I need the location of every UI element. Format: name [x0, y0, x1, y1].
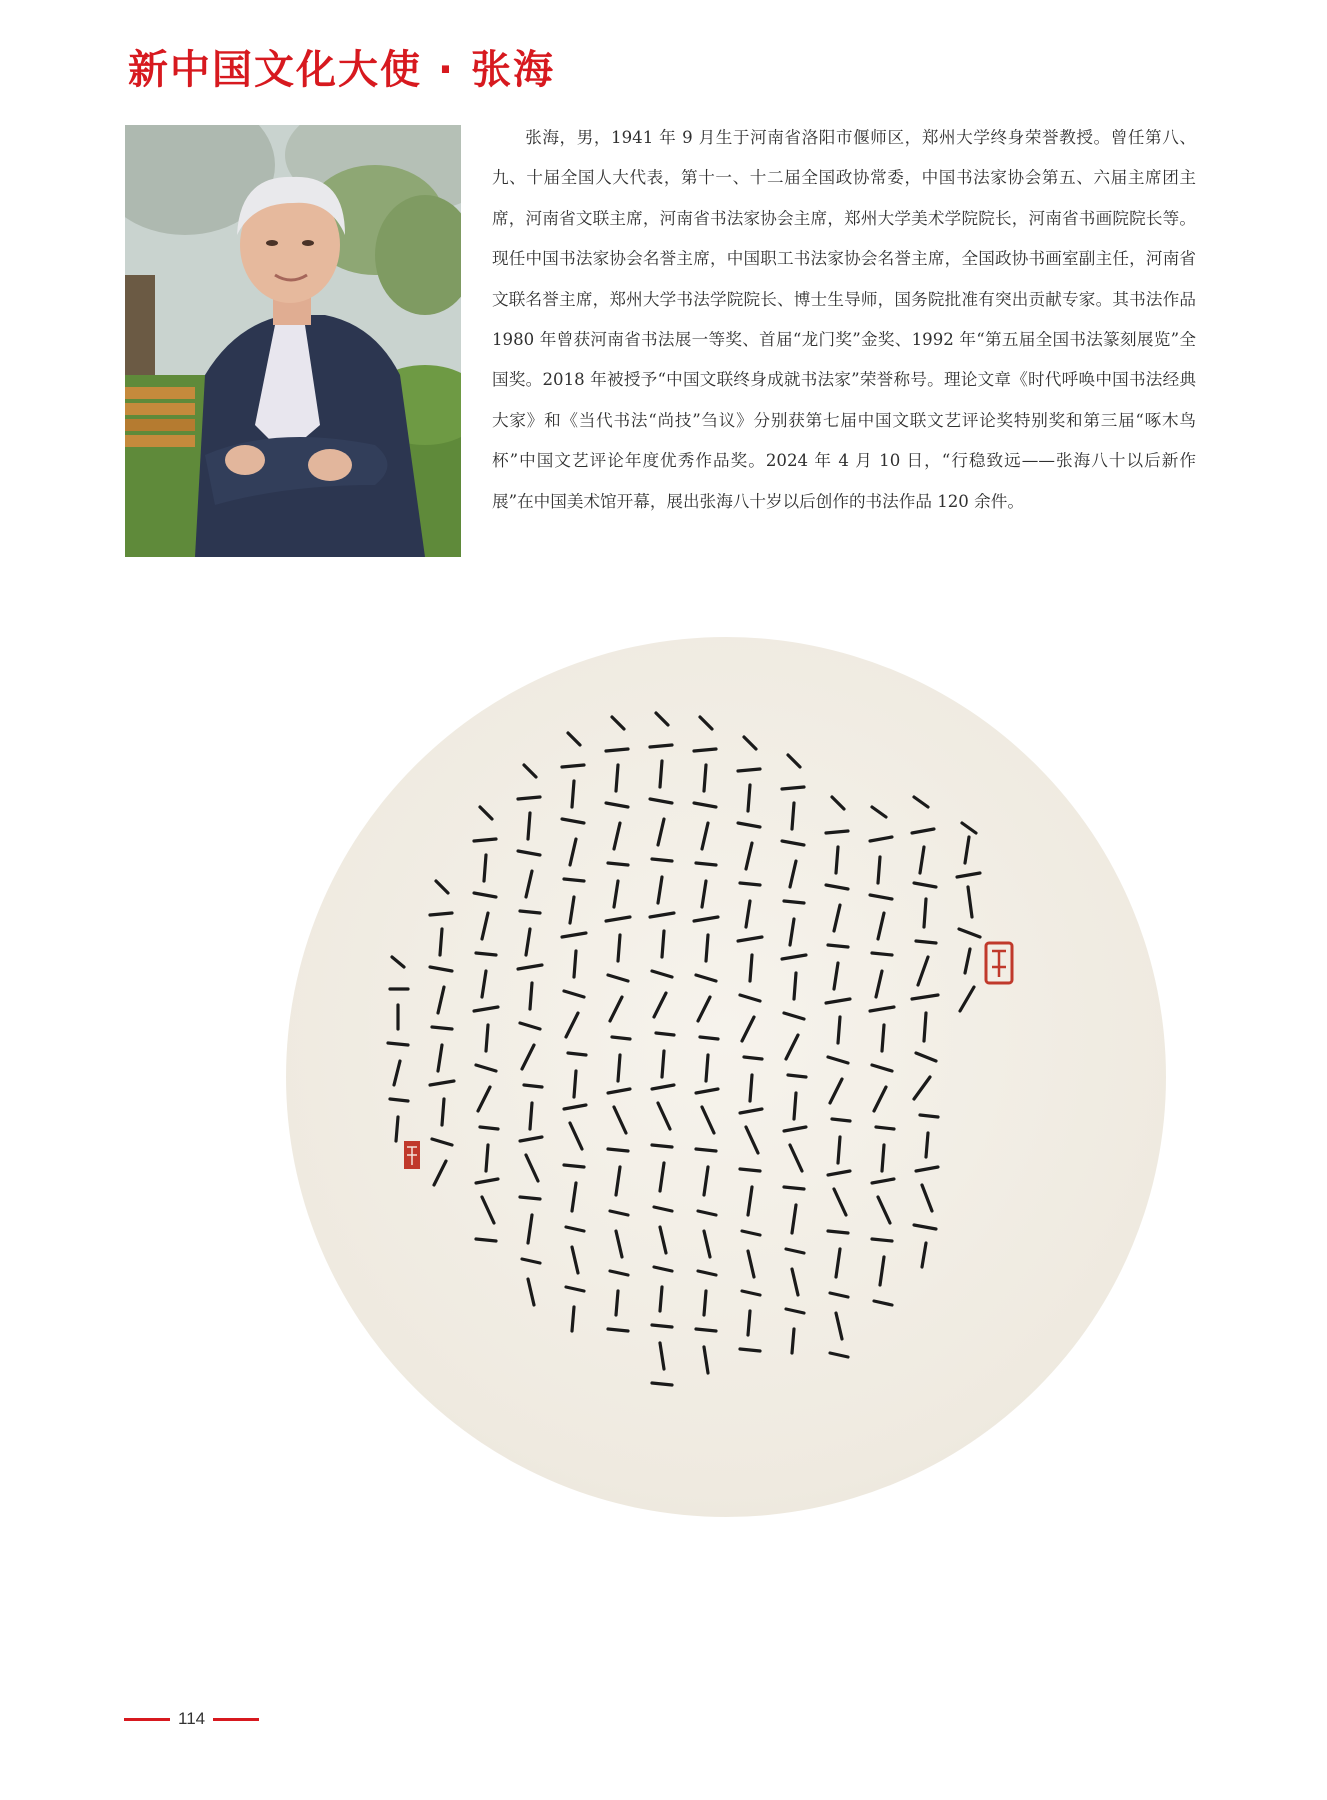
page-number — [124, 1708, 259, 1730]
calligraphy-artwork — [286, 637, 1166, 1517]
biography-text: 张海，男，1941 年 9 月生于河南省洛阳市偃师区，郑州大学终身荣誉教授。曾任第八、九、十届全国人大代表，第十一、十二届全国政协常委，中国书法家协会第五、六届主席团主席，河南省文联主席，河南省书法家协会主席，郑州大学美术学院院长，河南省书画院院长等。现任中国书法家协会名誉主席，中国职工书法家协会名誉主席，全国政协书画室副主任，河南省文联名誉主席，郑州大学书法学院院长、博士生导师，国务院批准有突出贡献专家。其书法作品 1980 年曾获河南省书法展一等奖、首届“龙门奖”金奖、1992 年“第五届全国书法篆刻展览”全国奖。2018 年被授予“中国文联终身成就书法家”荣誉称号。理论文章《时代呼唤中国书法经典大家》和《当代书法“尚技”刍议》分别获第七届中国文联文艺评论奖特别奖和第三届“啄木鸟杯”中国文艺评论年度优秀作品奖。2024 年 4 月 10 日，“行稳致远——张海八十以后新作展”在中国美术馆开幕，展出张海八十岁以后创作的书法作品 120 余件。 — [492, 128, 1196, 511]
portrait-photo — [125, 125, 461, 557]
page-number-rule-left — [124, 1718, 170, 1721]
page-title: 新中国文化大使 · 张海 — [128, 47, 556, 93]
page-number-rule-right — [213, 1718, 259, 1721]
page-number-text: 114 — [178, 1709, 206, 1728]
